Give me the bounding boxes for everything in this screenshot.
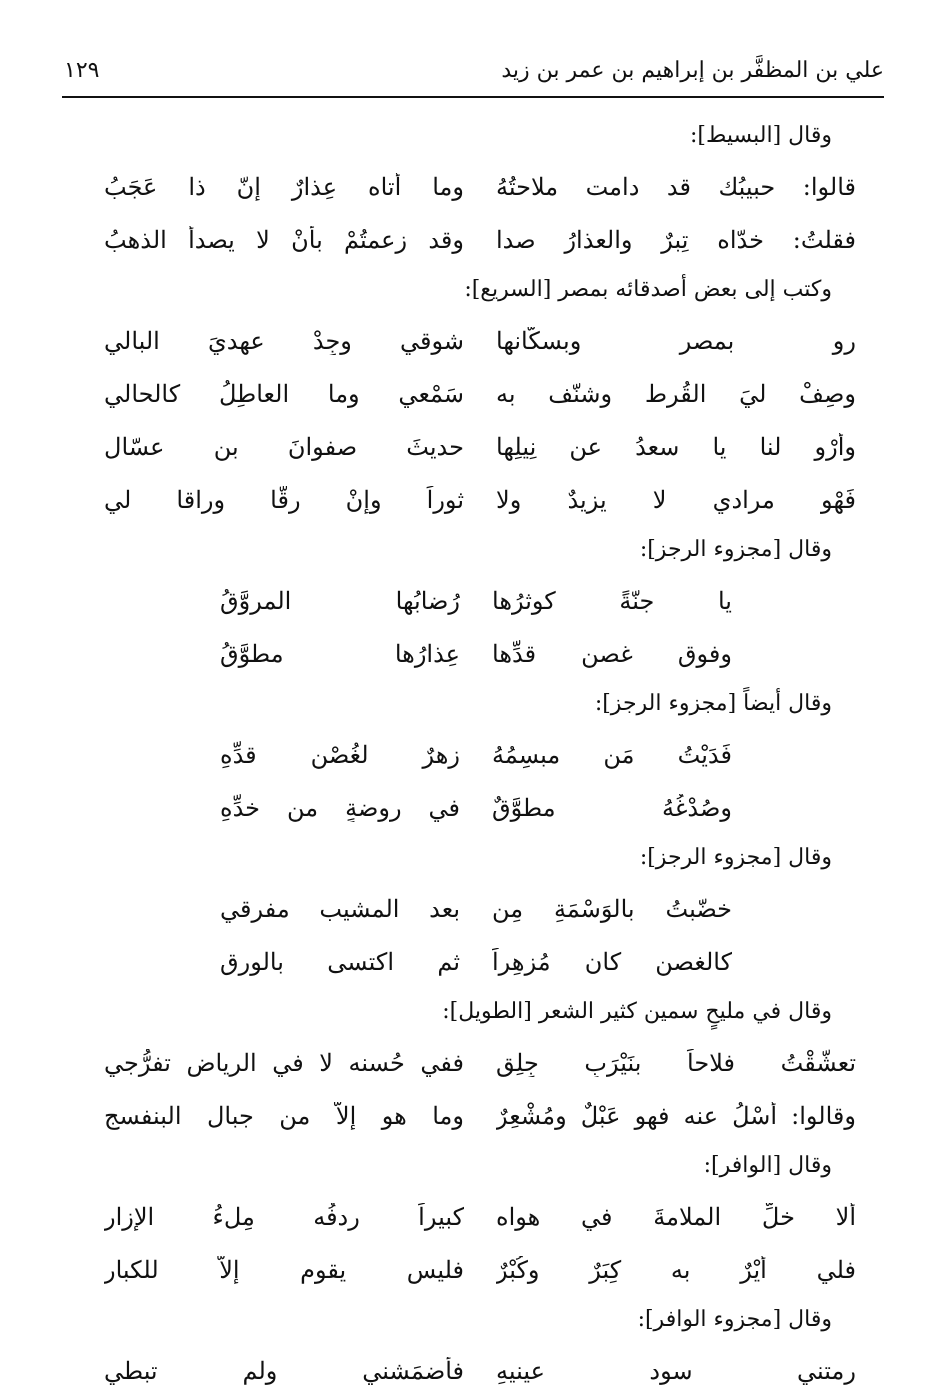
verse-first-hemistich: فلي أيْرٌ به كِبَرٌ وكُبْرٌ [496,1255,856,1284]
verse-second-hemistich: وما هو إلاّ من جبال البنفسجِ [104,1101,464,1130]
poem-content [96,112,856,1397]
verse-line [96,314,856,367]
verse-second-hemistich: فأضمَشني ولم تبطي [104,1356,464,1385]
verse-second-hemistich: عِذارُها مطوَّقُ [220,639,460,668]
verse-first-hemistich: وفوق غصنِ قدِّها [492,639,732,668]
verse-line [96,1190,856,1243]
verse-first-hemistich: تعشّقْتُ فلاحاً بنَيْرَبِ جِلِقِ [496,1048,856,1077]
poem-intro: وقال [مجزوء الرجز]: [639,537,832,562]
verse-second-hemistich: ففي حُسنه لا في الرياضِ تفرُّجي [104,1048,464,1077]
verse-first-hemistich: كالغصن كان مُزهِراً [492,947,732,976]
verse-first-hemistich: فَهْو مرادي لا يزيدٌ ولا [496,485,856,514]
verse-first-hemistich: فَدَيْتُ مَن مبسِمُهُ [492,740,732,769]
verse-first-hemistich: وصِفْ ليَ القُرط وشنّف به [496,379,856,408]
verse-second-hemistich: رُضابُها المروَّقُ [220,586,460,615]
verse-second-hemistich: وما أتاه عِذارٌ إنّ ذا عَجَبُ [104,172,464,201]
poem-intro: وقال في مليحٍ سمين كثير الشعر [الطويل]: [442,999,832,1024]
verse-line [96,1089,856,1142]
poem-intro: وقال أيضاً [مجزوء الرجز]: [594,691,832,716]
verse-first-hemistich: قالوا: حبيبُك قد دامت ملاحتُهُ [496,172,856,201]
verse-second-hemistich: سَمْعي وما العاطِلُ كالحالي [104,379,464,408]
verse-line [96,160,856,213]
poem-intro: وقال [البسيط]: [689,123,832,148]
verse-line [96,367,856,420]
verse-line [96,781,856,834]
verse-second-hemistich: بعد المشيب مفرقي [220,894,460,923]
verse-line [96,1036,856,1089]
verse-second-hemistich: كبيراً رِدفُه مِلءُ الإزارِ [104,1202,464,1231]
verse-line [96,728,856,781]
poem-intro: وقال [مجزوء الرجز]: [639,845,832,870]
poem-intro: وكتب إلى بعض أصدقائه بمصر [السريع]: [464,277,832,302]
verse-second-hemistich: ثم اكتسى بالورقِ [220,947,460,976]
verse-second-hemistich: ثوراً وإنْ رقّا وراقا لي [104,485,464,514]
poem-intro: وقال [الوافر]: [703,1153,832,1178]
verse-second-hemistich: زهرٌ لغُصْنِ قدِّهِ [220,740,460,769]
verse-first-hemistich: وأرْوِ لنا يا سعدُ عن نِيلِها [496,432,856,461]
verse-first-hemistich: ألا خلِّ الملامةَ في هواه [496,1202,856,1231]
verse-first-hemistich: فقلتُ: خدّاه تِبرٌ والعذارُ صدا [496,225,856,254]
verse-first-hemistich: خضّبتُ بالوَسْمَةِ مِن [492,894,732,923]
verse-line [96,473,856,526]
verse-second-hemistich: فليس يقوم إلاّ للكبارِ [104,1255,464,1284]
verse-first-hemistich: رمتني سود عينيهِ [496,1356,856,1385]
verse-line [96,574,856,627]
verse-second-hemistich: حديثَ صفوانَ بنِ عسّالِ [104,432,464,461]
page-number: ١٢٩ [64,58,100,83]
page-header [62,52,884,98]
verse-line [96,213,856,266]
verse-first-hemistich: رِوِ بمصرٍ وبسكّانها [496,326,856,355]
verse-line [96,420,856,473]
verse-second-hemistich: وقد زعمتُمْ بأنْ لا يصدأُ الذهبُ [104,225,464,254]
verse-line [96,935,856,988]
verse-first-hemistich: وقالوا: أسْلُ عنه فهو عَبْلٌ ومُشْعِرٌ [496,1101,856,1130]
verse-first-hemistich: وصُدْغُهُ مطوَّقٌ [492,793,732,822]
verse-second-hemistich: شوقي وجِدْ عهديَ البالي [104,326,464,355]
verse-line [96,1344,856,1397]
verse-line [96,1243,856,1296]
verse-line [96,882,856,935]
verse-second-hemistich: في روضةٍ من خدِّهِ [220,793,460,822]
verse-first-hemistich: يا جنّةً كوثرُها [492,586,732,615]
verse-line [96,627,856,680]
running-title: علي بن المظفَّر بن إبراهيم بن عمر بن زيد [501,58,884,83]
poem-intro: وقال [مجزوء الوافر]: [637,1307,832,1332]
